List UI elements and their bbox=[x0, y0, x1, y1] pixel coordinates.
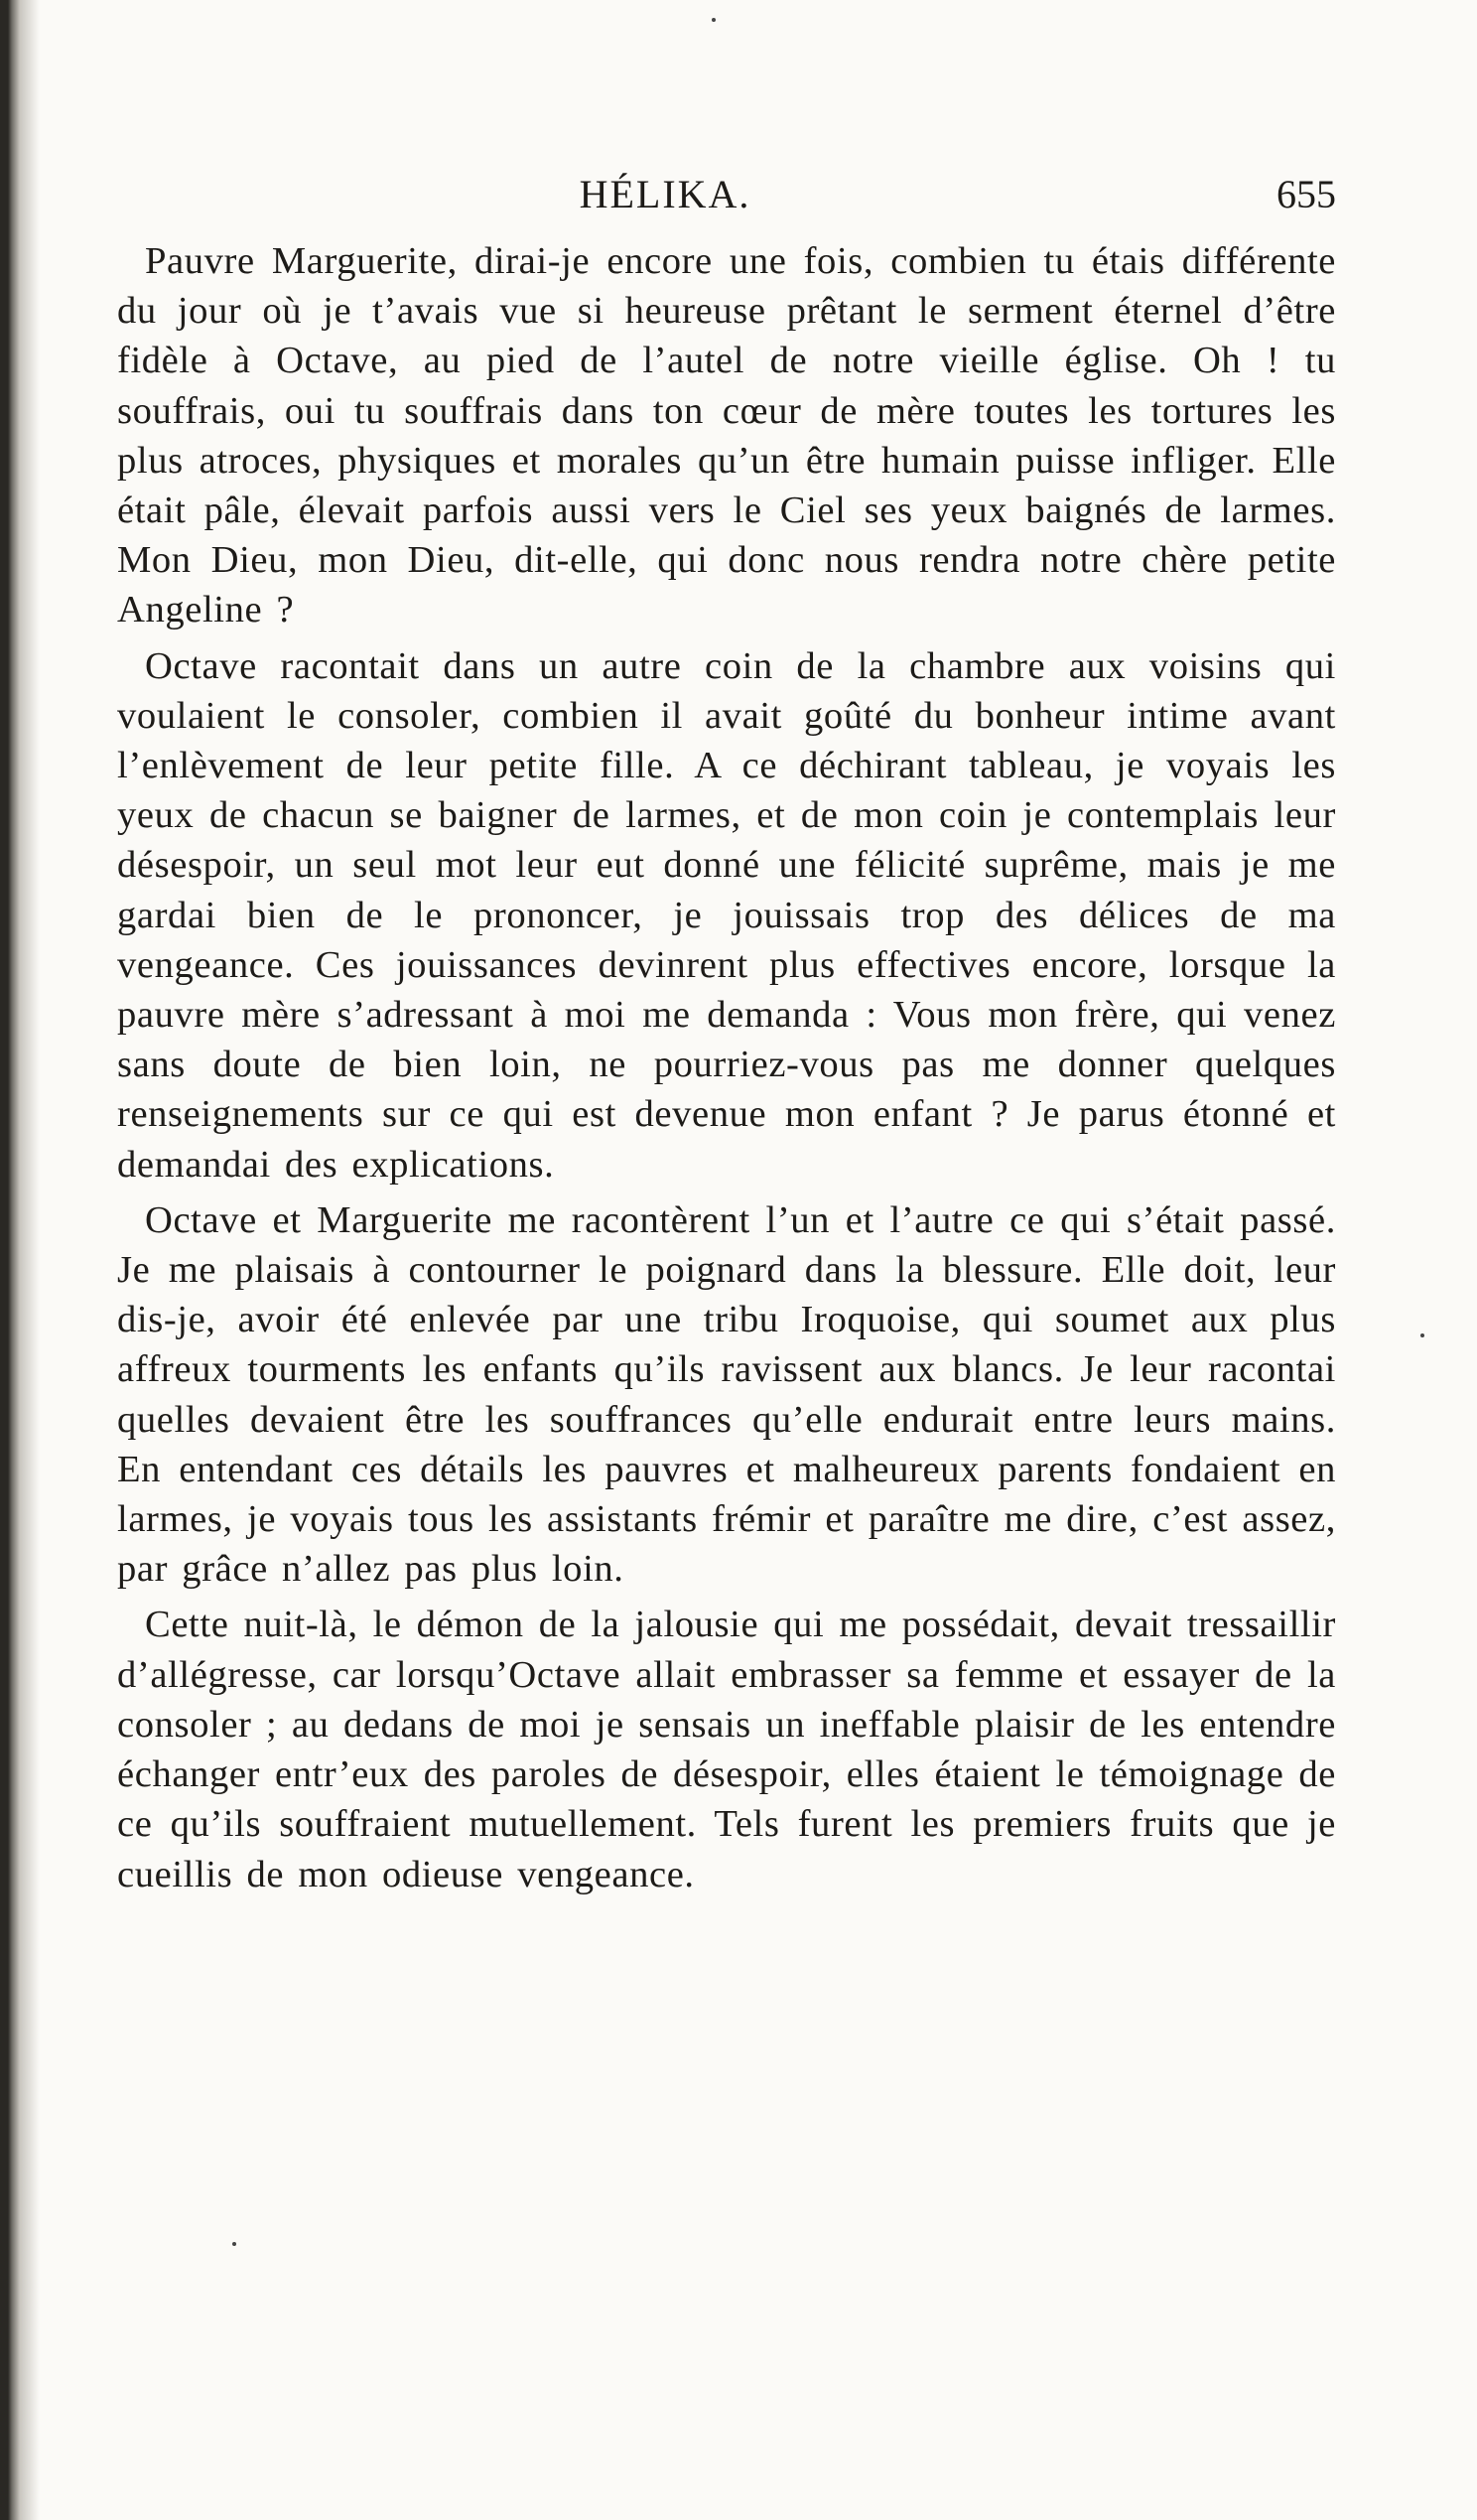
running-header bbox=[119, 167, 1350, 222]
print-speck bbox=[1420, 1333, 1424, 1337]
paragraph-3: Octave et Marguerite me racontèrent l’un et l’autre ce qui s’était passé. Je me plaisais à contourner le poignard dans la blessure. Elle doit, leur dis-je, avoir été enlevée par une tribu Iroquoise, qui soumet aux plus affreux tourments les enfants qu’ils ravissent aux blancs. Je leur racontai quelles devaient être les souffrances qu’elle endurait entre leurs mains. En entendant ces détails les pauvres et malheureux parents fondaient en larmes, je voyais tous les assistants frémir et paraître me dire, c’est assez, par grâce n’allez pas plus loin. bbox=[117, 1198, 1336, 1591]
paragraph-2: Octave racontait dans un autre coin de la chambre aux voisins qui voulaient le consoler, combien il avait goûté du bonheur intime avant l’enlèvement de leur petite fille. A ce déchirant tableau, je voyais les yeux de chacun se baigner de larmes, et de mon coin je contemplais leur désespoir, un seul mot leur eut donné une félicité suprême, mais je me gardai bien de le prononcer, je jouissais trop des délices de ma vengeance. Ces jouissances devinrent plus effectives encore, lorsque la pauvre mère s’adressant à moi me demanda : Vous mon frère, qui venez sans doute de bien loin, ne pourriez-vous pas me donner quelques renseignements sur ce qui est devenue mon enfant ? Je parus étonné et demandai des explications. bbox=[117, 644, 1336, 1186]
print-speck bbox=[232, 2242, 236, 2246]
paragraph-4: Cette nuit-là, le démon de la jalousie qui me possédait, devait tressaillir d’allégresse, car lorsqu’Octave allait embrasser sa femme et essayer de la consoler ; au dedans de moi je sensais un ineffable plaisir de les entendre échanger entr’eux des paroles de désespoir, elles étaient le témoignage de ce qu’ils souffraient mutuellement. Tels furent les premiers fruits que je cueillis de mon odieuse vengeance. bbox=[117, 1604, 1336, 1895]
print-speck bbox=[712, 18, 716, 22]
page-number: 655 bbox=[1276, 172, 1336, 216]
body-text bbox=[117, 236, 1336, 1899]
paragraph-1: Pauvre Marguerite, dirai-je encore une fois, combien tu étais différente du jour où je t’avais vue si heureuse prêtant le serment éternel d’être fidèle à Octave, au pied de l’autel de notre vieille église. Oh ! tu souffrais, oui tu souffrais dans ton cœur de mère toutes les tortures les plus atroces, physiques et morales qu’un être humain puisse infliger. Elle était pâle, élevait parfois aussi vers le Ciel ses yeux baignés de larmes. Mon Dieu, mon Dieu, dit-elle, qui donc nous rendra notre chère petite Angeline ? bbox=[117, 240, 1336, 631]
page-binding-edge bbox=[0, 0, 40, 2520]
running-title: HÉLIKA. bbox=[579, 172, 751, 216]
